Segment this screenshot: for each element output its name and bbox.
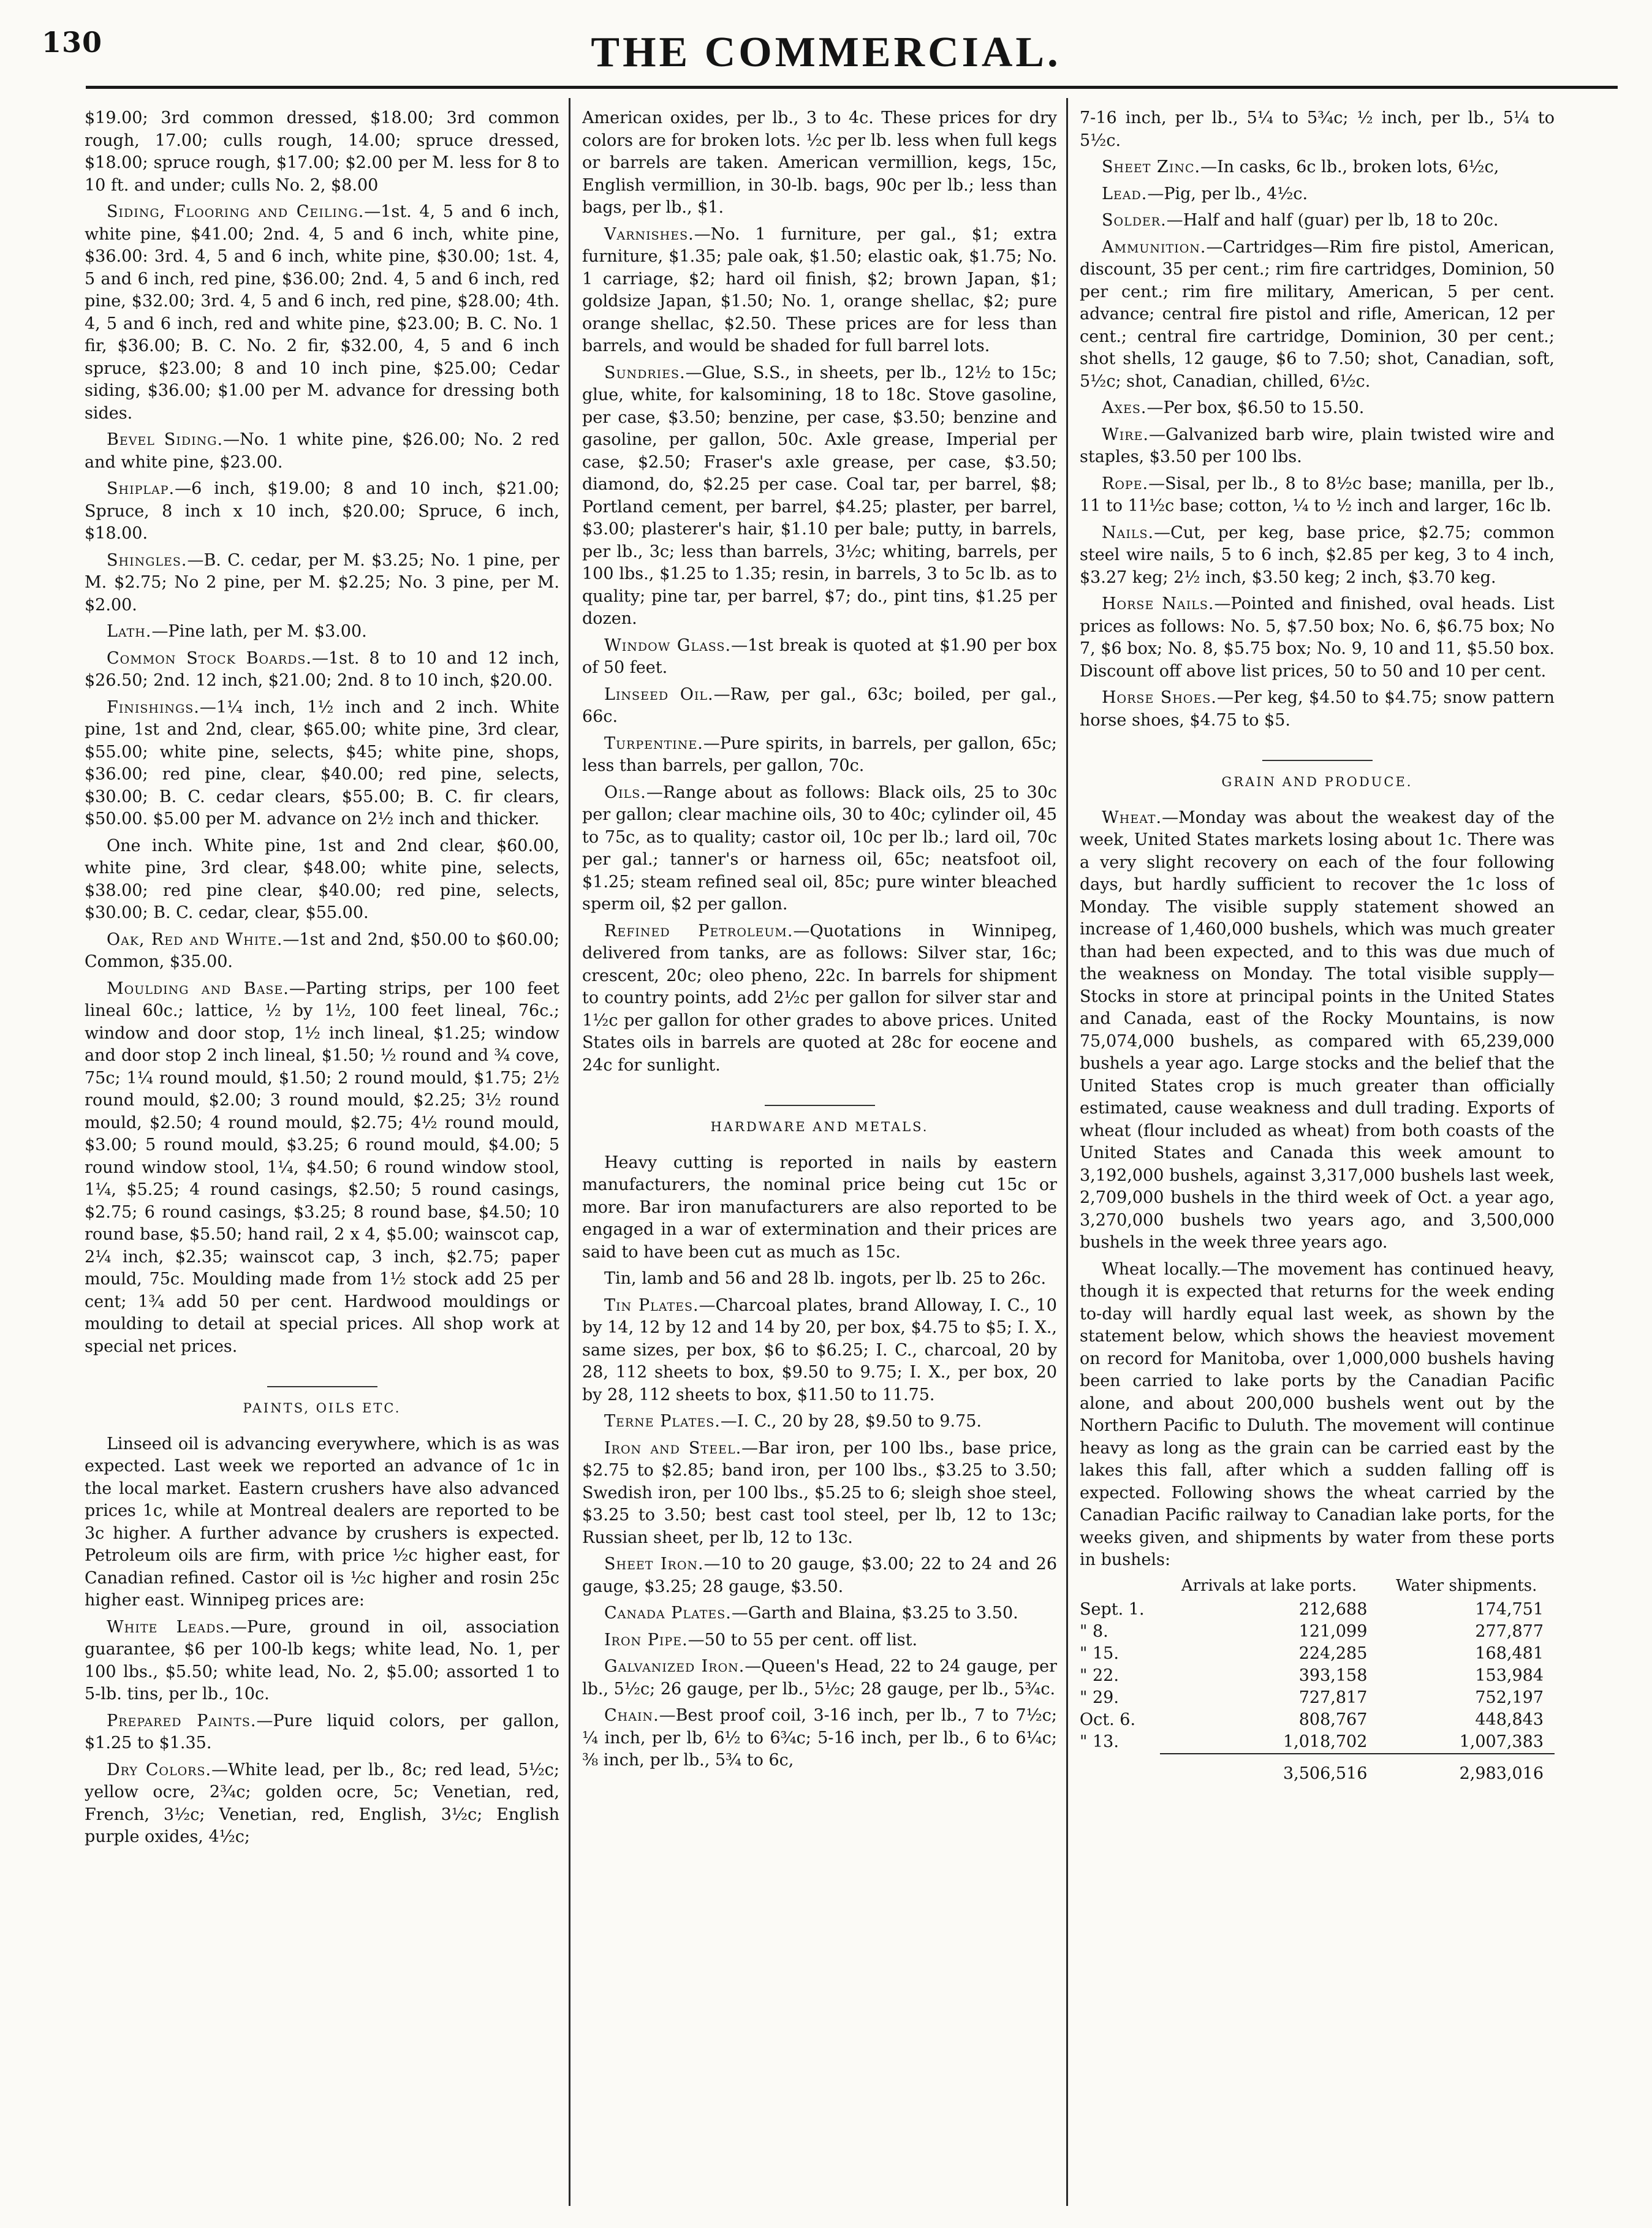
entry-heading: Sundries.: [604, 363, 686, 382]
entry-heading: Wheat.: [1102, 808, 1162, 827]
paragraph-wheat-local: Wheat locally.—The movement has continued heavy, though it is expected that returns for the week ending to-day will hardly equal last week, as shown by the statement below, which shows the heaviest movement on record for Manitoba, over 1,000,000 bushels having been carried to lake ports by the Canadian Pacific alone, and about 200,000 bushels went out by the Northern Pacific to Duluth. The movement will continue heavy as long as the grain can be carried east by the lakes this fall, after which a sudden falling off is expected. Following shows the wheat carried by the Canadian Pacific railway to Canadian lake ports, for the weeks given, and shipments by water from these ports in bushels:: [1080, 1259, 1555, 1569]
entry-text: —Bar iron, per 100 lbs., base price, $2.75 to $2.85; band iron, per 100 lbs., $3.25 to 3.50; Swedish iron, per 100 lbs., $5.25 to 6; sleigh shoe steel, $3.25 to 3.50; best cast tool steel, per lb, 12 to 13c; Russian sheet, per lb, 12 to 13c.: [582, 1438, 1057, 1547]
paragraph-paints-intro: Linseed oil is advancing everywhere, which is as was expected. Last week we reported an advance of 1c in the local market. Eastern crushers have also advanced prices 1c, while at Montreal dealers are reported to be 3c higher. A further advance by crushers is expected. Petroleum oils are firm, with price ½c higher east, for Canadian refined. Castor oil is ½c higher and rosin 25c higher east. Winnipeg prices are:: [85, 1434, 559, 1610]
section-heading-hardware: HARDWARE AND METALS.: [582, 1105, 1057, 1139]
table-cell-arrivals: 1,018,702: [1283, 1732, 1368, 1751]
entry-heading: Shingles.: [107, 550, 188, 570]
entry-text: —Monday was about the weakest day of the week, United States markets losing about 1c. There was a very slight recovery on each of the four following days, but hardly sufficient to recover the 1c loss of Monday. The visible supply statement showed an increase of 1,460,000 bushels, which was much greater than had been expected, and to this was due much of the weakness on Monday. The total visible supply—Stocks in store at principal points in the United States and Canada, east of the Rocky Mountains, is now 75,074,000 bushels, as compared with 65,239,000 bushels a year ago. Large stocks and the belief that the United States crop is much greater than officially estimated, cause weakness and dull trading. Exports of wheat (flour included as wheat) from both coasts of the United States and Canada this week amount to 3,192,000 bushels, against 3,317,000 bushels last week, 2,709,000 bushels in the third week of Oct. a year ago, 3,270,000 bushels two years ago, and 3,500,000 bushels in the week three years ago.: [1080, 808, 1555, 1252]
paragraph-turpentine: [582, 733, 1057, 778]
paragraph-finishings: [85, 697, 559, 831]
table-cell-arrivals: 212,688: [1298, 1599, 1368, 1619]
entry-text: —Pig, per lb., 4½c.: [1147, 184, 1308, 203]
entry-text: —Pure spirits, in barrels, per gallon, 65c; less than barrels, per gallon, 70c.: [582, 733, 1057, 775]
paragraph-chain: [582, 1705, 1057, 1772]
entry-text: —Parting strips, per 100 feet lineal 60c.; lattice, ½ by 1½, 100 feet lineal, 76c.; window and door stop, 1½ inch lineal, $1.25; window and door stop 2 inch lineal, $1.50; ½ round and ¾ cove, 75c; 1¼ round mould, $1.50; 2 round mould, $1.75; 2½ round mould, $2.00; 3 round mould, $2.25; 3½ round mould, $2.50; 4 round mould, $2.75; 4½ round mould, $3.00; 5 round mould, $3.25; 6 round mould, $4.00; 5 round window stool, 1¼, $4.50; 6 round window stool, 1¼, $5.25; 4 round casings, $2.50; 5 round casings, $2.75; 6 round casings, $3.25; 8 round base, $4.50; 10 round base, $5.50; hand rail, 2 x 4, $5.00; wainscot cap, 2¼ inch, $2.35; wainscot cap, 3 inch, $2.75; paper mould, 75c. Moulding made from 1½ stock add 25 per cent; 1¾ add 50 per cent. Hardwood mouldings or moulding to detail at special prices. All shop work at special net prices.: [85, 979, 559, 1356]
entry-text: —Pine lath, per M. $3.00.: [151, 622, 367, 641]
table-header-arrivals: Arrivals at lake ports.: [1181, 1576, 1357, 1595]
entry-heading: Iron and Steel.: [604, 1438, 742, 1458]
paragraph-linseed-oil: [582, 684, 1057, 729]
entry-heading: Horse Nails.: [1102, 594, 1214, 613]
column-lumber-paints: [85, 107, 559, 2203]
entry-text: —6 inch, $19.00; 8 and 10 inch, $21.00; Spruce, 8 inch x 10 inch, $20.00; Spruce, 6 inch, $18.00.: [85, 479, 559, 543]
entry-text: —Range about as follows: Black oils, 25 to 30c per gallon; clear machine oils, 30 to 40c; cylinder oil, 45 to 75c, as to quality; castor oil, 10c per lb.; lard oil, 70c per gal.; tanner's or harness oil, 65c; neatsfoot oil, $1.25; steam refined seal oil, 85c; pure winter bleached sperm oil, $2 per gallon.: [582, 782, 1057, 914]
table-cell-date: " 13.: [1080, 1732, 1119, 1751]
entry-heading: Dry Colors.: [107, 1760, 212, 1779]
table-cell-arrivals: 121,099: [1298, 1621, 1368, 1641]
entry-heading: Galvanized Iron.: [604, 1657, 745, 1676]
entry-heading: Turpentine.: [604, 733, 703, 753]
entry-text: —Pure liquid colors, per gallon, $1.25 to $1.35.: [85, 1711, 559, 1752]
column-paints-hardware: [582, 107, 1057, 2203]
table-cell-arrivals: 808,767: [1298, 1710, 1368, 1729]
section-heading-paints: PAINTS, OILS ETC.: [85, 1386, 559, 1420]
entry-heading: Refined Petroleum.: [604, 921, 794, 941]
table-row: [1080, 1665, 1555, 1687]
table-cell-date: Sept. 1.: [1080, 1599, 1145, 1619]
paragraph-bevel: [85, 429, 559, 474]
entry-heading: Sheet Zinc.: [1102, 157, 1201, 176]
table-cell-date: " 22.: [1080, 1665, 1119, 1685]
entry-heading: Terne Plates.: [604, 1412, 721, 1431]
entry-text: —Cartridges—Rim fire pistol, American, discount, 35 per cent.; rim fire cartridges, Dominion, 50 per cent.; rim fire military, American, 5 per cent. advance; central fire pistol and rifle, American, 12 per cent.; central fire cartridge, Dominion, 30 per cent.; shot shells, 12 gauge, $6 to 7.50; shot, Canadian, soft, 5½c; shot, Canadian, chilled, 6½c.: [1080, 237, 1555, 391]
entry-text: —No. 1 white pine, $26.00; No. 2 red and white pine, $23.00.: [85, 430, 559, 472]
entry-text: —Per box, $6.50 to 15.50.: [1146, 398, 1365, 417]
paragraph-oils: [582, 782, 1057, 916]
paragraph-wheat: [1080, 807, 1555, 1254]
paragraph-shingles: [85, 550, 559, 617]
table-header-water: Water shipments.: [1395, 1576, 1537, 1595]
paragraph-lath: [85, 621, 559, 643]
paragraph-white-leads: [85, 1616, 559, 1706]
table-total-arrivals: 3,506,516: [1160, 1754, 1379, 1785]
table-row: [1080, 1643, 1555, 1665]
paragraph-tin: Tin, lamb and 56 and 28 lb. ingots, per lb. 25 to 26c.: [604, 1269, 1047, 1288]
masthead-title: THE COMMERCIAL.: [591, 29, 1061, 76]
entry-text: —Glue, S.S., in sheets, per lb., 12½ to 15c; glue, white, for kalsomining, 18 to 18c. Stove gasoline, per case, $3.50; benzine, per case, $3.50; benzine and gasoline, per gallon, 50c. Axle grease, Imperial per case, $2.50; Fraser's axle grease, per case, $3.50; diamond, do, $2.25 per case. Coal tar, per barrel, $8; Portland cement, per barrel, $4.25; plaster, per barrel, $3.00; plasterer's hair, $1.10 per bale; putty, in barrels, per lb., 3c; less than barrels, 3½c; whiting, barrels, per 100 lbs., $1.25 to 1.35; resin, in barrels, 3 to 5c lb. as to quality; pine tar, per barrel, $7; do., pint tins, $1.25 per dozen.: [582, 363, 1057, 628]
entry-text: —50 to 55 per cent. off list.: [688, 1630, 918, 1650]
table-cell-blank: [1080, 1754, 1160, 1785]
paragraph-hardware-intro: Heavy cutting is reported in nails by eastern manufacturers, the nominal price being cut 15c or more. Bar iron manufacturers are also reported to be engaged in a war of extermination and their prices are said to have been cut as much as 15c.: [582, 1153, 1057, 1262]
entry-text: —Quotations in Winnipeg, delivered from tanks, are as follows: Silver star, 16c; crescent, 20c; oleo pheno, 22c. In barrels for shipment to country points, add 2½c per gallon for silver star and 1½c per gallon for other grades to above prices. United States oils in barrels are quoted at 28c for eocene and 24c for sunlight.: [582, 921, 1057, 1075]
paragraph-nails: [1080, 522, 1555, 589]
entry-heading: Moulding and Base.: [107, 979, 289, 998]
entry-text: —Per keg, $4.50 to $4.75; snow pattern horse shoes, $4.75 to $5.: [1080, 688, 1555, 730]
paragraph: $19.00; 3rd common dressed, $18.00; 3rd common rough, 17.00; culls rough, 14.00; spruce dressed, $18.00; spruce rough, $17.00; $2.00 per M. less for 8 to 10 ft. and under; culls No. 2, $8.00: [85, 108, 559, 195]
paragraph-iron-pipe: [582, 1629, 1057, 1652]
entry-heading: Horse Shoes.: [1102, 688, 1217, 707]
entry-heading: Wire.: [1102, 425, 1150, 444]
entry-text: —Raw, per gal., 63c; boiled, per gal., 66c.: [582, 684, 1057, 726]
paragraph-moulding: [85, 978, 559, 1358]
table-row: [1080, 1599, 1555, 1621]
table-cell-date: " 29.: [1080, 1688, 1119, 1707]
entry-heading: Linseed Oil.: [604, 684, 714, 704]
paragraph-petroleum: [582, 920, 1057, 1077]
table-cell-water: 752,197: [1475, 1688, 1544, 1707]
paragraph-lead: [1080, 183, 1555, 206]
paragraph: American oxides, per lb., 3 to 4c. These prices for dry colors are for broken lots. ½c per lb. less when full kegs or barrels are taken. American vermillion, kegs, 15c, English vermillion, in 30-lb. bags, 90c per lb.; less than bags, per lb., $1.: [582, 108, 1057, 217]
table-cell-arrivals: 224,285: [1298, 1643, 1368, 1663]
entry-heading: Common Stock Boards.: [107, 648, 312, 668]
entry-heading: Shiplap.: [107, 479, 175, 498]
paragraph-sundries: [582, 362, 1057, 631]
table-cell-date: " 8.: [1080, 1621, 1108, 1641]
column-divider: [1066, 98, 1068, 2206]
table-row: [1080, 1621, 1555, 1643]
table-cell-water: 1,007,383: [1459, 1732, 1544, 1751]
paragraph-iron-steel: [582, 1438, 1057, 1550]
paragraph-tin-plates: [582, 1295, 1057, 1407]
entry-heading: Rope.: [1102, 474, 1149, 493]
table-total-row: [1080, 1754, 1555, 1785]
section-heading-grain: GRAIN AND PRODUCE.: [1080, 760, 1555, 794]
entry-text: —White lead, per lb., 8c; red lead, 5½c; yellow ocre, 2¾c; golden ocre, 5c; Venetian, red, French, 3½c; Venetian, red, English, 3½c; English purple oxides, 4½c;: [85, 1760, 559, 1846]
entry-text: —Half and half (guar) per lb, 18 to 20c.: [1166, 211, 1499, 230]
paragraph-shiplap: [85, 478, 559, 545]
entry-heading: Lath.: [107, 622, 152, 641]
paragraph-varnishes: [582, 224, 1057, 358]
table-cell-water: 174,751: [1475, 1599, 1544, 1619]
entry-heading: Nails.: [1102, 523, 1154, 542]
header-rule: [86, 86, 1618, 89]
paragraph-prepared-paints: [85, 1710, 559, 1755]
entry-heading: Oils.: [604, 782, 646, 802]
paragraph-ammunition: [1080, 237, 1555, 393]
entry-text: —Galvanized barb wire, plain twisted wire and staples, $3.50 per 100 lbs.: [1080, 425, 1555, 466]
entry-heading: Chain.: [604, 1706, 659, 1725]
entry-text: —1st break is quoted at $1.90 per box of 50 feet.: [582, 635, 1057, 677]
entry-text: —Pointed and finished, oval heads. List prices as follows: No. 5, $7.50 box; No. 6, $6.75 box; No 7, $6 box; No. 8, $5.75 box; No. 9, 10 and 11, $5.50 box. Discount off above list prices, 50 to 50 and 10 per cent.: [1080, 594, 1555, 681]
entry-text: —Best proof coil, 3-16 inch, per lb., 7 to 7½c; ¼ inch, per lb, 6½ to 6¾c; 5-16 inch, per lb., 6 to 6¼c; ⅜ inch, per lb., 5¾ to 6c,: [582, 1706, 1057, 1770]
table-cell-water: 277,877: [1475, 1621, 1544, 1641]
entry-text: —1st and 2nd, $50.00 to $60.00; Common, $35.00.: [85, 930, 559, 971]
paragraph-dry-colors: [85, 1759, 559, 1849]
paragraph-oak: [85, 929, 559, 974]
table-header-row: [1080, 1576, 1555, 1599]
table-cell-date: " 15.: [1080, 1643, 1119, 1663]
entry-heading: Oak, Red and White.: [107, 930, 283, 949]
entry-text: —Queen's Head, 22 to 24 gauge, per lb., 5½c; 26 gauge, per lb., 5½c; 28 gauge, per lb., 5¾c.: [582, 1657, 1057, 1699]
entry-heading: Solder.: [1102, 211, 1167, 230]
entry-heading: Canada Plates.: [604, 1604, 732, 1623]
table-row: [1080, 1709, 1555, 1731]
table-cell-water: 153,984: [1475, 1665, 1544, 1685]
entry-text: —10 to 20 gauge, $3.00; 22 to 24 and 26 gauge, $3.25; 28 gauge, $3.50.: [582, 1555, 1057, 1596]
paragraph-terne-plates: [582, 1411, 1057, 1433]
page-number: 130: [42, 26, 103, 59]
table-row: [1080, 1687, 1555, 1709]
table-cell-arrivals: 393,158: [1298, 1665, 1368, 1685]
entry-heading: Bevel Siding.: [107, 430, 224, 449]
entry-heading: Finishings.: [107, 697, 200, 717]
entry-heading: Sheet Iron.: [604, 1555, 704, 1574]
entry-text: —Sisal, per lb., 8 to 8½c base; manilla, per lb., 11 to 11½c base; cotton, ¼ to ½ inch and larger, 16c lb.: [1080, 474, 1555, 515]
entry-text: —Pure, ground in oil, association guarantee, $6 per 100-lb kegs; white lead, No. 1, per 100 lbs., $5.50; white lead, No. 2, $5.00; assorted 1 to 5-lb. tins, per lb., 10c.: [85, 1617, 559, 1703]
entry-heading: Lead.: [1102, 184, 1148, 203]
paragraph-siding: [85, 201, 559, 425]
table-cell-water: 448,843: [1475, 1710, 1544, 1729]
entry-text: —Charcoal plates, brand Alloway, I. C., 10 by 14, 12 by 12 and 14 by 20, per box, $4.75 to $5; I. X., same sizes, per box, $6 to $6.25; I. C., charcoal, 20 by 28, 112 sheets to box, $9.50 to 9.75; I. X., per box, 20 by 28, 112 sheets to box, $11.50 to 11.75.: [582, 1295, 1057, 1404]
paragraph-wire: [1080, 424, 1555, 469]
wheat-shipments-table: [1080, 1576, 1555, 1785]
paragraph: 7-16 inch, per lb., 5¼ to 5¾c; ½ inch, per lb., 5¼ to 5½c.: [1080, 108, 1555, 150]
entry-heading: Axes.: [1102, 398, 1147, 417]
paragraph-rope: [1080, 473, 1555, 518]
table-header-date: [1080, 1576, 1160, 1599]
paragraph-window-glass: [582, 635, 1057, 680]
paragraph-one-inch: One inch. White pine, 1st and 2nd clear, $60.00, white pine, 3rd clear, $48.00; white pine, selects, $38.00; red pine clear, $40.00; red pine, selects, $30.00; B. C. cedar, clear, $55.00.: [85, 836, 559, 922]
entry-text: —B. C. cedar, per M. $3.25; No. 1 pine, per M. $2.75; No 2 pine, per M. $2.25; No. 3 pine, per M. $2.00.: [85, 550, 559, 615]
paragraph-canada-plates: [582, 1602, 1057, 1625]
table-total-water: 2,983,016: [1378, 1754, 1555, 1785]
table-cell-arrivals: 727,817: [1298, 1688, 1368, 1707]
column-hardware-grain: [1080, 107, 1555, 2203]
paragraph-solder: [1080, 210, 1555, 232]
entry-text: —1st. 4, 5 and 6 inch, white pine, $41.00; 2nd. 4, 5 and 6 inch, white pine, $36.00: 3rd. 4, 5 and 6 inch, white pine, $30.00; 1st. 4, 5 and 6 inch, red pine, $36.00; 2nd. 4, 5 and 6 inch, red pine, $32.00; 3rd. 4, 5 and 6 inch, red pine, $28.00; 4th. 4, 5 and 6 inch, red and white pine, $23.00; B. C. No. 1 fir, $36.00; B. C. No. 2 fir, $32.00, 4, 5 and 6 inch spruce, $23.00; 8 and 10 inch pine, $25.00; Cedar siding, $36.00; $1.00 per M. advance for dressing both sides.: [85, 202, 559, 423]
entry-heading: Siding, Flooring and Ceiling.: [107, 202, 365, 221]
entry-text: —In casks, 6c lb., broken lots, 6½c,: [1200, 157, 1499, 176]
paragraph-galvanized-iron: [582, 1656, 1057, 1700]
entry-text: —1¼ inch, 1½ inch and 2 inch. White pine, 1st and 2nd, clear, $65.00; white pine, 3rd clear, $55.00; white pine, selects, $45; white pine, shops, $36.00; red pine, clear, $40.00; red pine, selects, $30.00; B. C. cedar clears, $55.00; B. C. fir clears, $50.00. $5.00 per M. advance on 2½ inch and thicker.: [85, 697, 559, 828]
entry-text: —Cut, per keg, base price, $2.75; common steel wire nails, 5 to 6 inch, $2.85 per keg, 3 to 4 inch, $3.27 keg; 2½ inch, $3.50 keg; 2 inch, $3.70 keg.: [1080, 523, 1555, 587]
entry-heading: Iron Pipe.: [604, 1630, 688, 1650]
entry-heading: Prepared Paints.: [107, 1711, 257, 1730]
entry-heading: Varnishes.: [604, 224, 694, 244]
entry-heading: Ammunition.: [1102, 237, 1207, 257]
column-divider: [569, 98, 570, 2206]
entry-text: —Garth and Blaina, $3.25 to 3.50.: [731, 1604, 1018, 1623]
paragraph-stock-boards: [85, 648, 559, 692]
table-cell-date: Oct. 6.: [1080, 1710, 1136, 1729]
table-cell-water: 168,481: [1475, 1643, 1544, 1663]
entry-text: —I. C., 20 by 28, $9.50 to 9.75.: [720, 1412, 982, 1431]
paragraph-horse-nails: [1080, 593, 1555, 683]
paragraph-horse-shoes: [1080, 687, 1555, 732]
entry-text: —No. 1 furniture, per gal., $1; extra furniture, $1.35; pale oak, $1.50; elastic oak, $1.75; No. 1 carriage, $2; hard oil finish, $2; brown Japan, $1; goldsize Japan, $1.50; No. 1, orange shellac, $2; pure orange shellac, $2.50. These prices are for less than barrels, and would be shaded for full barrel lots.: [582, 224, 1057, 355]
paragraph-sheet-iron: [582, 1553, 1057, 1598]
entry-heading: Tin Plates.: [604, 1295, 699, 1315]
entry-heading: White Leads.: [107, 1617, 231, 1637]
entry-heading: Window Glass.: [604, 635, 732, 655]
paragraph-sheet-zinc: [1080, 156, 1555, 179]
paragraph-axes: [1080, 397, 1555, 420]
table-row: [1080, 1731, 1555, 1754]
entry-text: —1st. 8 to 10 and 12 inch, $26.50; 2nd. 12 inch, $21.00; 2nd. 8 to 10 inch, $20.00.: [85, 648, 559, 690]
